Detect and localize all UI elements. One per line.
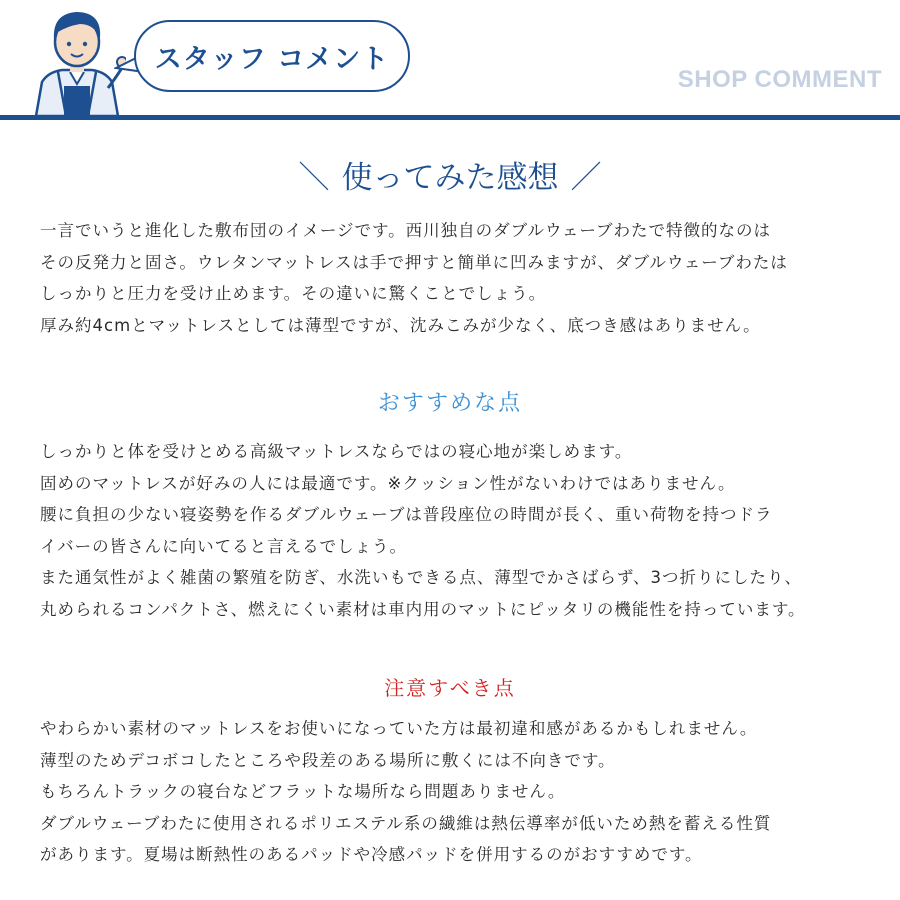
text-line: また通気性がよく雑菌の繁殖を防ぎ、水洗いもできる点、薄型でかさばらず、3つ折りにしたり、 <box>40 568 803 587</box>
backslash-decoration: ＼ <box>298 160 330 196</box>
text-line: しっかりと体を受けとめる高級マットレスならではの寝心地が楽しめます。 <box>40 442 633 461</box>
text-line: 一言でいうと進化した敷布団のイメージです。西川独自のダブルウェーブわたで特徴的なのは <box>40 221 772 240</box>
text-line: 腰に負担の少ない寝姿勢を作るダブルウェーブは普段座位の時間が長く、重い荷物を持つドラ <box>40 505 773 524</box>
caution-title: 注意すべき点 <box>384 676 516 700</box>
caution-paragraph <box>40 713 870 871</box>
text-line: ダブルウェーブわたに使用されるポリエステル系の繊維は熱伝導率が低いため熱を蓄える性質 <box>40 813 772 833</box>
recommended-paragraph <box>40 436 870 625</box>
header-divider <box>0 115 900 120</box>
impressions-paragraph <box>40 215 870 341</box>
text-line: 薄型のためデコボコしたところや段差のある場所に敷くには不向きです。 <box>40 750 616 770</box>
impressions-title: 使ってみた感想 <box>341 160 559 196</box>
text-line: やわらかい素材のマットレスをお使いになっていた方は最初違和感があるかもしれません。 <box>40 719 758 738</box>
staff-comment-label: スタッフ コメント <box>154 43 390 75</box>
text-line: しっかりと圧力を受け止めます。その違いに驚くことでしょう。 <box>40 284 547 303</box>
text-line: 固めのマットレスが好みの人には最適です。※クッション性がないわけではありません。 <box>40 473 736 493</box>
impressions-heading <box>0 152 900 197</box>
text-line: その反発力と固さ。ウレタンマットレスは手で押すと簡単に凹みますが、ダブルウェーブわたは <box>40 252 788 272</box>
text-line: もちろんトラックの寝台などフラットな場所なら問題ありません。 <box>40 782 566 801</box>
text-line: 丸められるコンパクトさ、燃えにくい素材は車内用のマットにピッタリの機能性を持っています。 <box>40 599 806 619</box>
speech-bubble <box>134 20 410 92</box>
text-line: 厚み約4cmとマットレスとしては薄型ですが、沈みこみが少なく、底つき感はありません。 <box>40 315 761 335</box>
staff-avatar-icon <box>28 2 126 116</box>
text-line: イバーの皆さんに向いてると言えるでしょう。 <box>40 536 408 556</box>
recommended-title: おすすめな点 <box>377 391 523 416</box>
shop-comment-label: SHOP COMMENT <box>677 66 882 93</box>
slash-decoration: ／ <box>570 160 602 196</box>
text-line: があります。夏場は断熱性のあるパッドや冷感パッドを併用するのがおすすめです。 <box>40 845 703 864</box>
staff-comment-header <box>0 0 900 122</box>
